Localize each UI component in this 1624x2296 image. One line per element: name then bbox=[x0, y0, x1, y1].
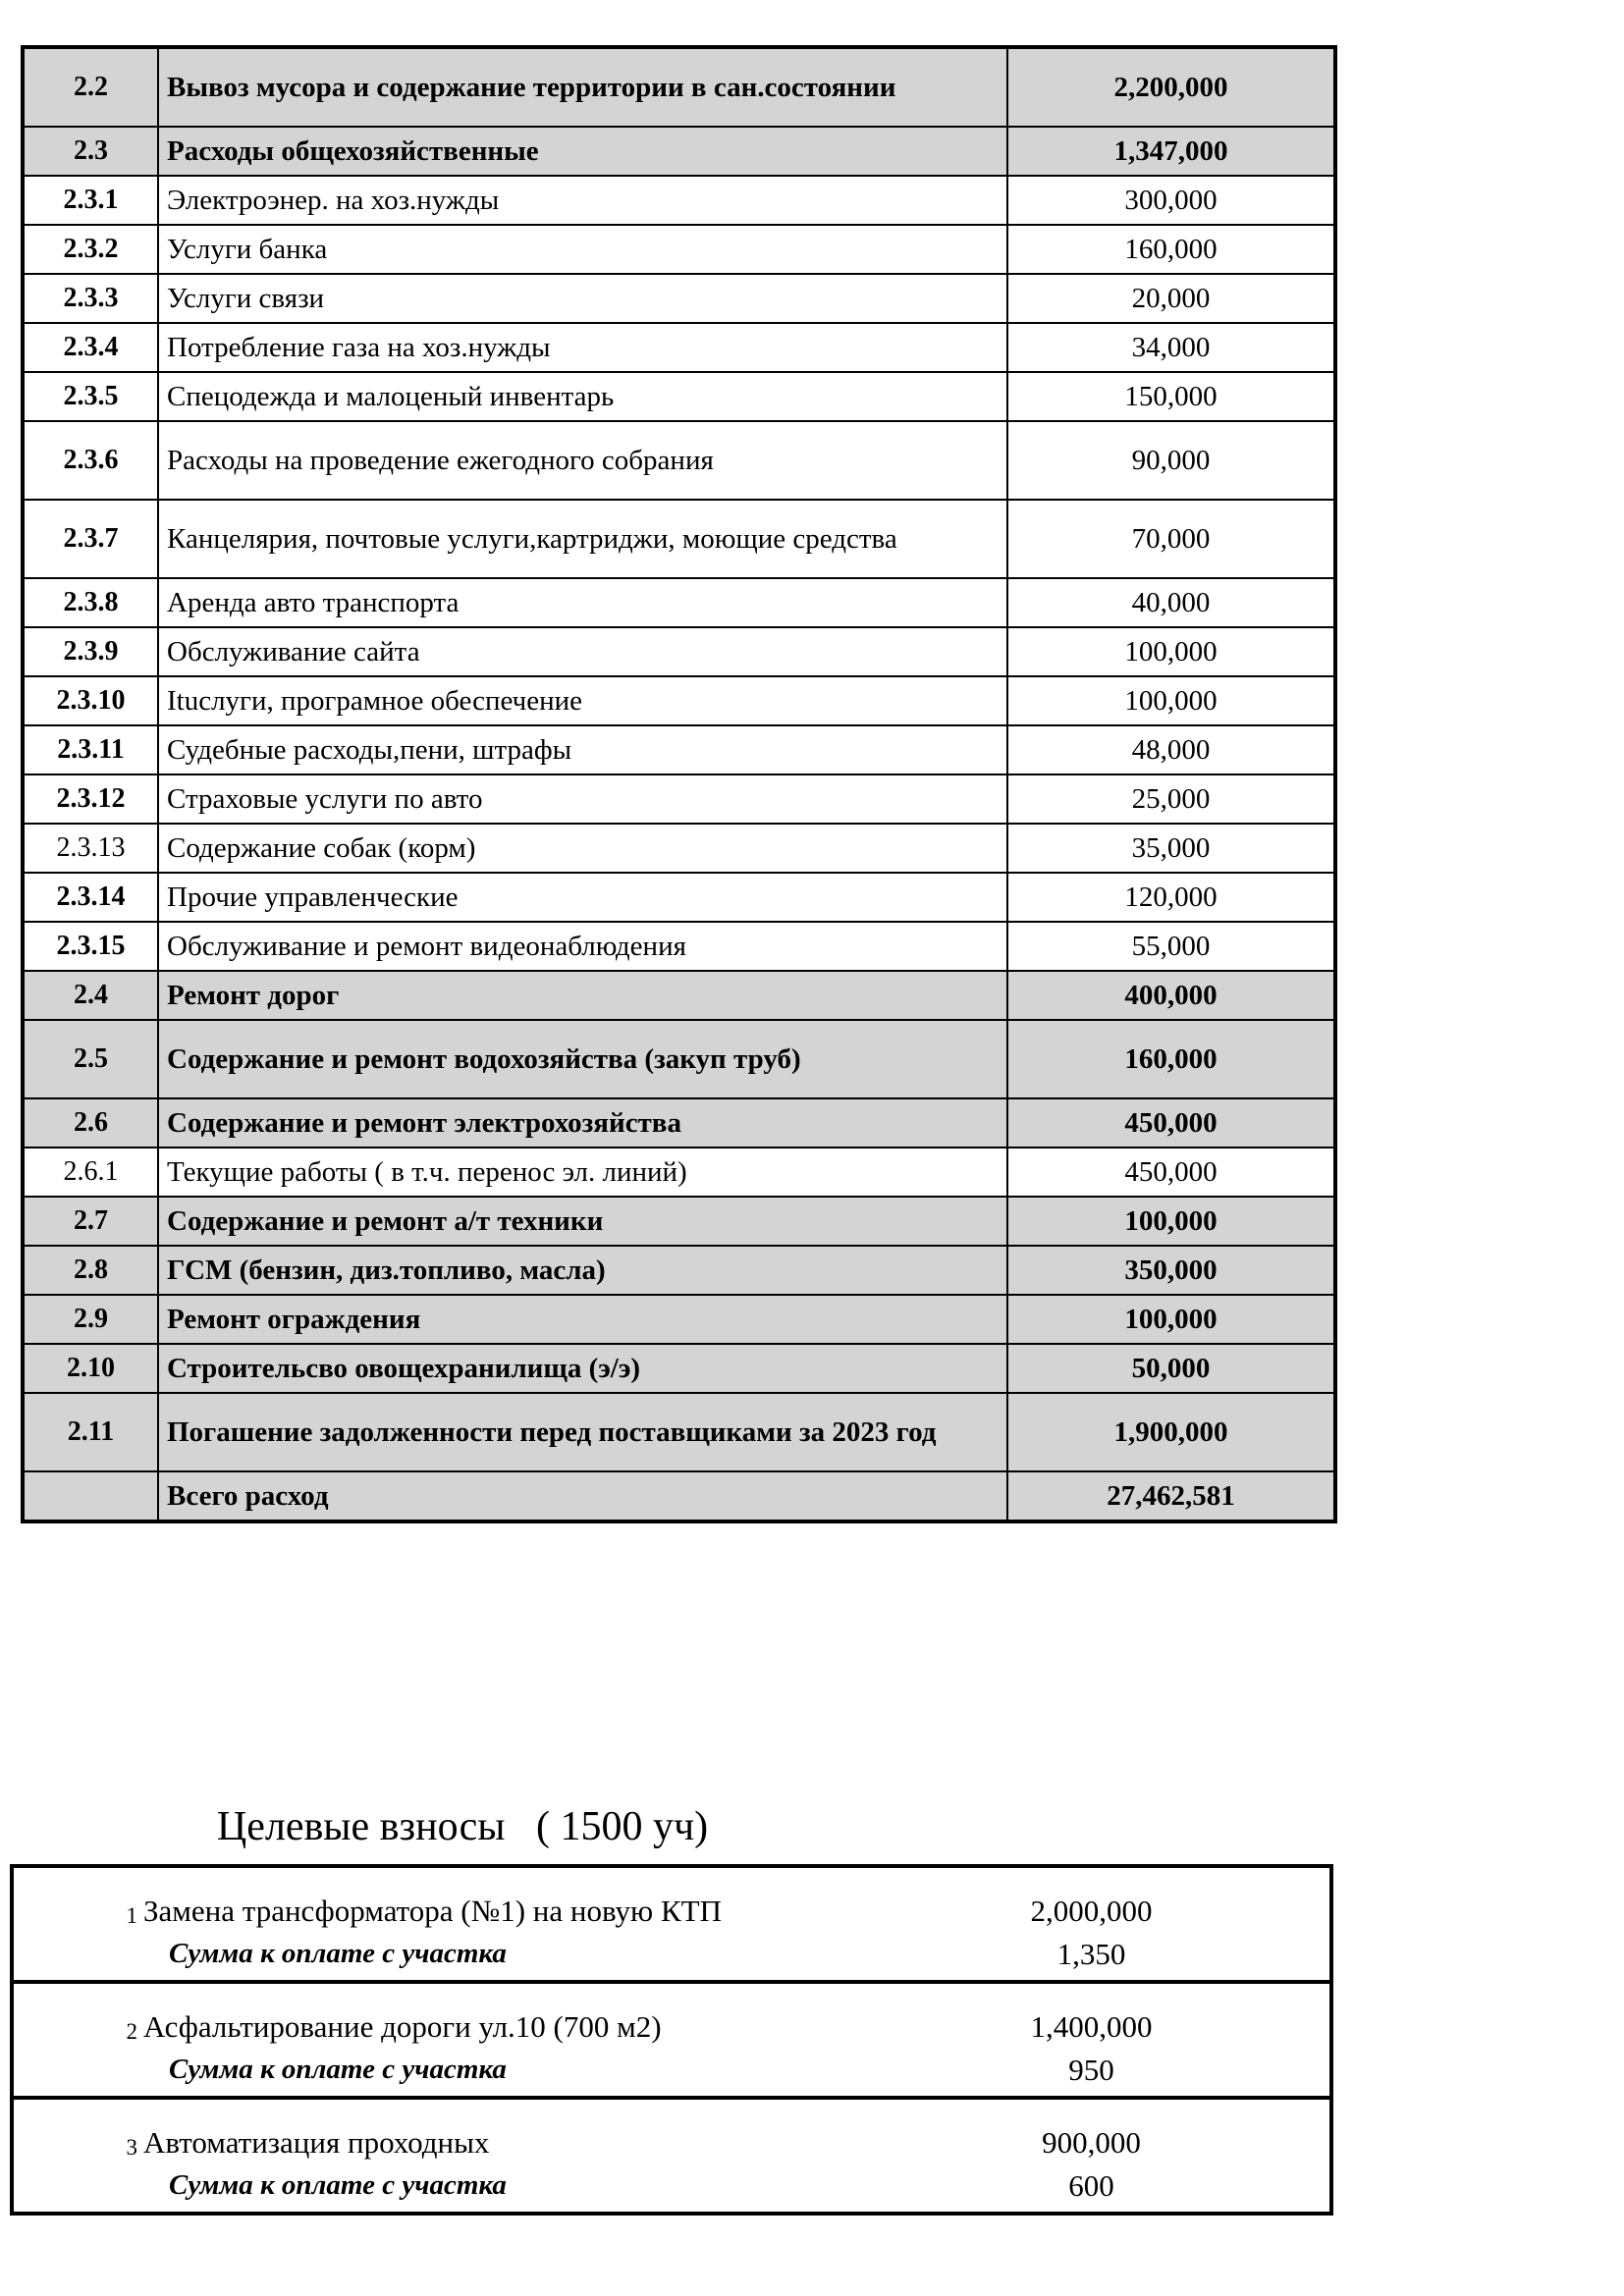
row-code: 2.6.1 bbox=[23, 1148, 158, 1197]
row-label: Прочие управленческие bbox=[158, 873, 1007, 922]
row-amount: 450,000 bbox=[1007, 1148, 1335, 1197]
row-code: 2.8 bbox=[23, 1246, 158, 1295]
contribution-label: Асфальтирование дороги ул.10 (700 м2) bbox=[141, 1982, 999, 2045]
row-label: Вывоз мусора и содержание территории в сан.состоянии bbox=[158, 47, 1007, 127]
table-row bbox=[23, 1148, 1335, 1197]
contribution-subtotal-row bbox=[12, 1929, 1331, 1982]
contribution-subtotal-label: Сумма к оплате с участка bbox=[169, 1938, 507, 1970]
contribution-index: 3 bbox=[12, 2098, 141, 2161]
row-label: Ремонт дорог bbox=[158, 971, 1007, 1020]
row-amount: 160,000 bbox=[1007, 1020, 1335, 1098]
row-code: 2.3.6 bbox=[23, 421, 158, 500]
row-amount: 150,000 bbox=[1007, 372, 1335, 421]
row-code: 2.3.14 bbox=[23, 873, 158, 922]
contribution-index: 2 bbox=[12, 1982, 141, 2045]
row-amount: 1,347,000 bbox=[1007, 127, 1335, 176]
table-row bbox=[23, 176, 1335, 225]
contribution-subtotal-spacer bbox=[12, 2161, 141, 2214]
table-row bbox=[23, 47, 1335, 127]
row-label: Содержание собак (корм) bbox=[158, 824, 1007, 873]
table-row bbox=[23, 1295, 1335, 1344]
row-code: 2.3.13 bbox=[23, 824, 158, 873]
table-row bbox=[23, 1197, 1335, 1246]
row-code: 2.3.3 bbox=[23, 274, 158, 323]
row-code: 2.6 bbox=[23, 1098, 158, 1148]
row-label: Расходы на проведение ежегодного собрания bbox=[158, 421, 1007, 500]
row-label: Обслуживание и ремонт видеонаблюдения bbox=[158, 922, 1007, 971]
row-amount: 120,000 bbox=[1007, 873, 1335, 922]
targeted-contributions-table bbox=[10, 1864, 1333, 2216]
row-amount: 48,000 bbox=[1007, 725, 1335, 774]
row-code: 2.2 bbox=[23, 47, 158, 127]
table-row bbox=[23, 1393, 1335, 1471]
row-code: 2.3.9 bbox=[23, 627, 158, 676]
row-amount: 27,462,581 bbox=[1007, 1471, 1335, 1522]
row-label: Текущие работы ( в т.ч. перенос эл. линий) bbox=[158, 1148, 1007, 1197]
row-label: Потребление газа на хоз.нужды bbox=[158, 323, 1007, 372]
row-code: 2.5 bbox=[23, 1020, 158, 1098]
table-row bbox=[23, 971, 1335, 1020]
row-code: 2.3.5 bbox=[23, 372, 158, 421]
contribution-subtotal-label: Сумма к оплате с участка bbox=[169, 2169, 507, 2202]
row-amount: 35,000 bbox=[1007, 824, 1335, 873]
contribution-index: 1 bbox=[126, 1902, 137, 1928]
table-row bbox=[23, 676, 1335, 725]
contribution-subtotal-amount: 600 bbox=[1068, 2168, 1114, 2204]
contribution-subtotal-row bbox=[12, 2161, 1331, 2214]
row-amount: 450,000 bbox=[1007, 1098, 1335, 1148]
row-amount: 300,000 bbox=[1007, 176, 1335, 225]
row-amount: 350,000 bbox=[1007, 1246, 1335, 1295]
row-amount: 100,000 bbox=[1007, 676, 1335, 725]
row-label: Канцелярия, почтовые услуги,картриджи, моющие средства bbox=[158, 500, 1007, 578]
row-label: Электроэнер. на хоз.нужды bbox=[158, 176, 1007, 225]
row-amount: 25,000 bbox=[1007, 774, 1335, 824]
table-row bbox=[23, 274, 1335, 323]
table-row bbox=[23, 1471, 1335, 1522]
expense-table-container bbox=[21, 45, 1333, 1523]
table-row bbox=[23, 922, 1335, 971]
contribution-row bbox=[12, 1982, 1331, 2045]
row-amount: 100,000 bbox=[1007, 1197, 1335, 1246]
row-amount: 400,000 bbox=[1007, 971, 1335, 1020]
row-label: Ремонт ограждения bbox=[158, 1295, 1007, 1344]
row-label: Содержание и ремонт водохозяйства (закуп труб) bbox=[158, 1020, 1007, 1098]
row-code: 2.3.2 bbox=[23, 225, 158, 274]
row-label: Услуги банка bbox=[158, 225, 1007, 274]
expense-table bbox=[21, 45, 1337, 1523]
row-amount: 1,900,000 bbox=[1007, 1393, 1335, 1471]
row-amount: 90,000 bbox=[1007, 421, 1335, 500]
table-row bbox=[23, 1020, 1335, 1098]
row-label: ГСМ (бензин, диз.топливо, масла) bbox=[158, 1246, 1007, 1295]
contribution-subtotal-spacer bbox=[12, 2045, 141, 2098]
targeted-contributions-body bbox=[12, 1866, 1331, 2214]
table-row bbox=[23, 1344, 1335, 1393]
contribution-subtotal-row bbox=[12, 2045, 1331, 2098]
contribution-row bbox=[12, 1866, 1331, 1929]
row-label: Расходы общехозяйственные bbox=[158, 127, 1007, 176]
row-code: 2.4 bbox=[23, 971, 158, 1020]
row-code: 2.3.11 bbox=[23, 725, 158, 774]
table-row bbox=[23, 421, 1335, 500]
table-row bbox=[23, 824, 1335, 873]
row-code: 2.11 bbox=[23, 1393, 158, 1471]
row-label: Строительсво овощехранилища (э/э) bbox=[158, 1344, 1007, 1393]
table-row bbox=[23, 627, 1335, 676]
table-row bbox=[23, 774, 1335, 824]
contribution-amount: 1,400,000 bbox=[999, 1982, 1331, 2045]
table-row bbox=[23, 225, 1335, 274]
targeted-contributions-container bbox=[10, 1864, 1333, 2216]
row-code: 2.3.12 bbox=[23, 774, 158, 824]
row-label: Погашение задолженности перед поставщиками за 2023 год bbox=[158, 1393, 1007, 1471]
contribution-subtotal-amount: 1,350 bbox=[1056, 1937, 1126, 1972]
row-label: Ituслуги, програмное обеспечение bbox=[158, 676, 1007, 725]
row-label: Страховые услуги по авто bbox=[158, 774, 1007, 824]
row-code: 2.10 bbox=[23, 1344, 158, 1393]
row-amount: 55,000 bbox=[1007, 922, 1335, 971]
row-amount: 100,000 bbox=[1007, 1295, 1335, 1344]
row-amount: 160,000 bbox=[1007, 225, 1335, 274]
row-label: Обслуживание сайта bbox=[158, 627, 1007, 676]
table-row bbox=[23, 725, 1335, 774]
row-amount: 20,000 bbox=[1007, 274, 1335, 323]
table-row bbox=[23, 873, 1335, 922]
table-row bbox=[23, 127, 1335, 176]
table-row bbox=[23, 323, 1335, 372]
section-title-targeted-contributions: Целевые взносы ( 1500 уч) bbox=[216, 1804, 709, 1849]
contribution-subtotal-amount: 950 bbox=[1068, 2053, 1114, 2088]
row-code: 2.3.1 bbox=[23, 176, 158, 225]
row-label: Аренда авто транспорта bbox=[158, 578, 1007, 627]
row-amount: 100,000 bbox=[1007, 627, 1335, 676]
row-label: Содержание и ремонт а/т техники bbox=[158, 1197, 1007, 1246]
row-label: Содержание и ремонт электрохозяйства bbox=[158, 1098, 1007, 1148]
row-amount: 70,000 bbox=[1007, 500, 1335, 578]
row-code: 2.3 bbox=[23, 127, 158, 176]
table-row bbox=[23, 500, 1335, 578]
contribution-label: Замена трансформатора (№1) на новую КТП bbox=[143, 1894, 722, 1929]
expense-table-body bbox=[23, 47, 1335, 1522]
row-code: 2.3.7 bbox=[23, 500, 158, 578]
row-amount: 50,000 bbox=[1007, 1344, 1335, 1393]
row-amount: 40,000 bbox=[1007, 578, 1335, 627]
contribution-amount: 900,000 bbox=[999, 2098, 1331, 2161]
row-amount: 34,000 bbox=[1007, 323, 1335, 372]
row-code: 2.3.15 bbox=[23, 922, 158, 971]
contribution-amount: 2,000,000 bbox=[1030, 1894, 1153, 1929]
row-label: Спецодежда и малоценый инвентарь bbox=[158, 372, 1007, 421]
table-row bbox=[23, 1246, 1335, 1295]
row-label: Услуги связи bbox=[158, 274, 1007, 323]
table-row bbox=[23, 578, 1335, 627]
row-code: 2.9 bbox=[23, 1295, 158, 1344]
row-amount: 2,200,000 bbox=[1007, 47, 1335, 127]
row-label: Судебные расходы,пени, штрафы bbox=[158, 725, 1007, 774]
row-label: Всего расход bbox=[158, 1471, 1007, 1522]
contribution-subtotal-spacer bbox=[12, 1929, 141, 1982]
row-code: 2.3.4 bbox=[23, 323, 158, 372]
contribution-row bbox=[12, 2098, 1331, 2161]
table-row bbox=[23, 1098, 1335, 1148]
row-code: 2.3.8 bbox=[23, 578, 158, 627]
contribution-subtotal-label: Сумма к оплате с участка bbox=[169, 2054, 507, 2086]
row-code bbox=[23, 1471, 158, 1522]
row-code: 2.7 bbox=[23, 1197, 158, 1246]
contribution-label: Автоматизация проходных bbox=[141, 2098, 999, 2161]
row-code: 2.3.10 bbox=[23, 676, 158, 725]
table-row bbox=[23, 372, 1335, 421]
